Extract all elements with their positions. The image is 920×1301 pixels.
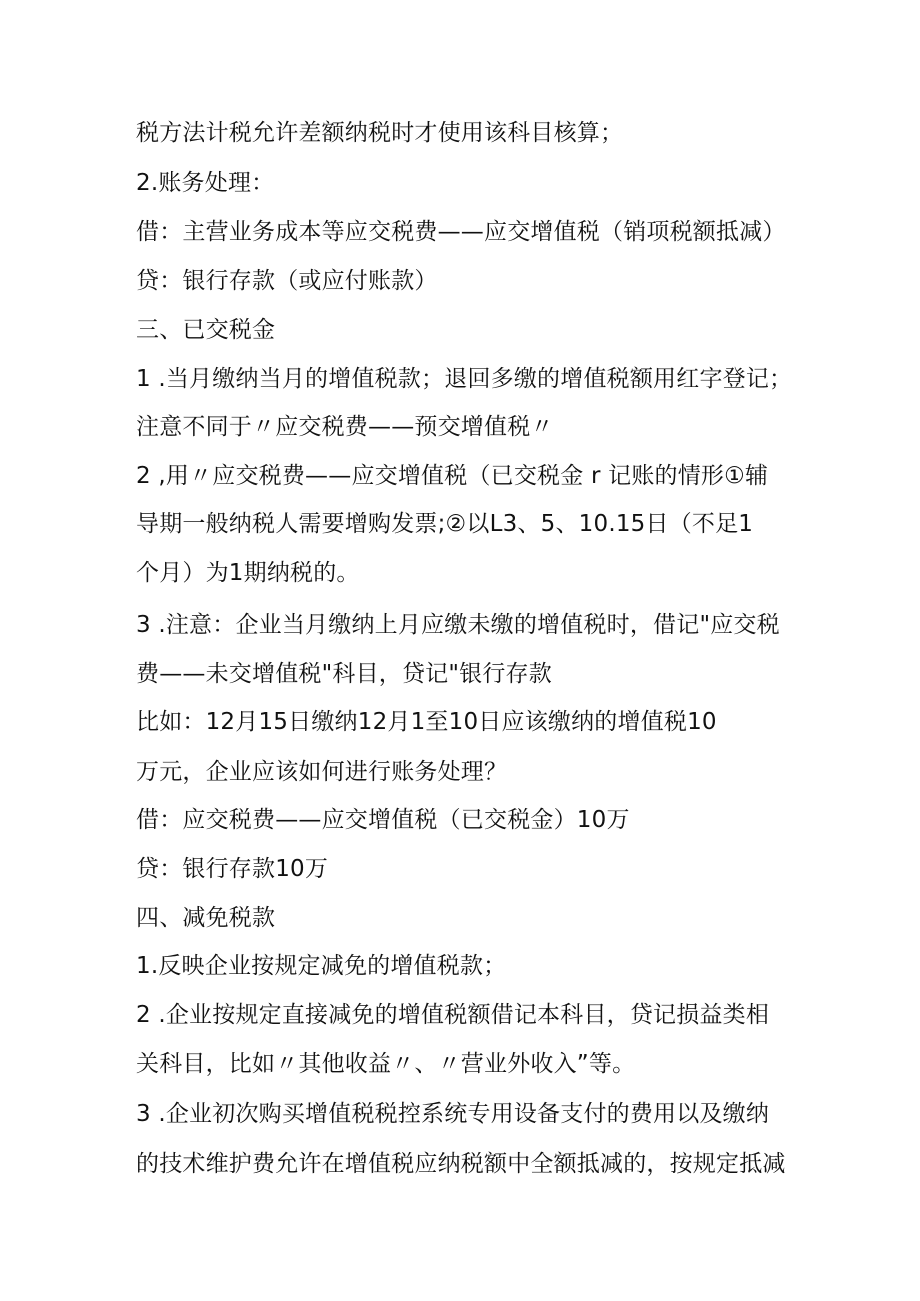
text-line: 1.反映企业按规定减免的增值税款； <box>136 953 507 979</box>
text-line: 税方法计税允许差额纳税时才使用该科目核算； <box>136 120 624 146</box>
text-line: 3 .注意：企业当月缴纳上月应缴未缴的增值税时，借记"应交税 <box>136 612 780 638</box>
text-line: 注意不同于〃应交税费——预交增值税〃 <box>136 414 554 440</box>
text-line: 借：主营业务成本等应交税费——应交增值税（销项税额抵减） <box>136 219 786 245</box>
text-line: 借：应交税费——应交增值税（已交税金）10万 <box>136 807 630 833</box>
text-line: 1 .当月缴纳当月的增值税款；退回多缴的增值税额用红字登记； <box>136 366 793 392</box>
text-line: 2.账务处理： <box>136 170 275 196</box>
text-line: 2 ,用〃应交税费——应交增值税（已交税金 r 记账的情形①辅 <box>136 463 769 489</box>
section-heading: 三、已交税金 <box>136 317 276 343</box>
text-line: 贷：银行存款10万 <box>136 856 329 882</box>
text-line: 万元，企业应该如何进行账务处理？ <box>136 759 508 785</box>
text-line: 比如：12月15日缴纳12月1至10日应该缴纳的增值税10 <box>136 709 717 735</box>
section-heading: 四、减免税款 <box>136 905 276 931</box>
text-line: 3 .企业初次购买增值税税控系统专用设备支付的费用以及缴纳 <box>136 1101 770 1127</box>
text-line: 关科目，比如〃其他收益〃、〃营业外收入”等。 <box>136 1051 636 1077</box>
text-line: 费——未交增值税"科目，贷记"银行存款 <box>136 661 552 687</box>
text-line: 的技术维护费允许在增值税应纳税额中全额抵减的，按规定抵减 <box>136 1151 786 1177</box>
text-line: 2 .企业按规定直接减免的增值税额借记本科目，贷记损益类相 <box>136 1002 770 1028</box>
text-line: 贷：银行存款（或应付账款） <box>136 268 438 294</box>
text-line: 导期一般纳税人需要增购发票;②以L3、5、10.15日（不足1 <box>136 511 754 537</box>
text-line: 个月）为1期纳税的。 <box>136 560 360 586</box>
